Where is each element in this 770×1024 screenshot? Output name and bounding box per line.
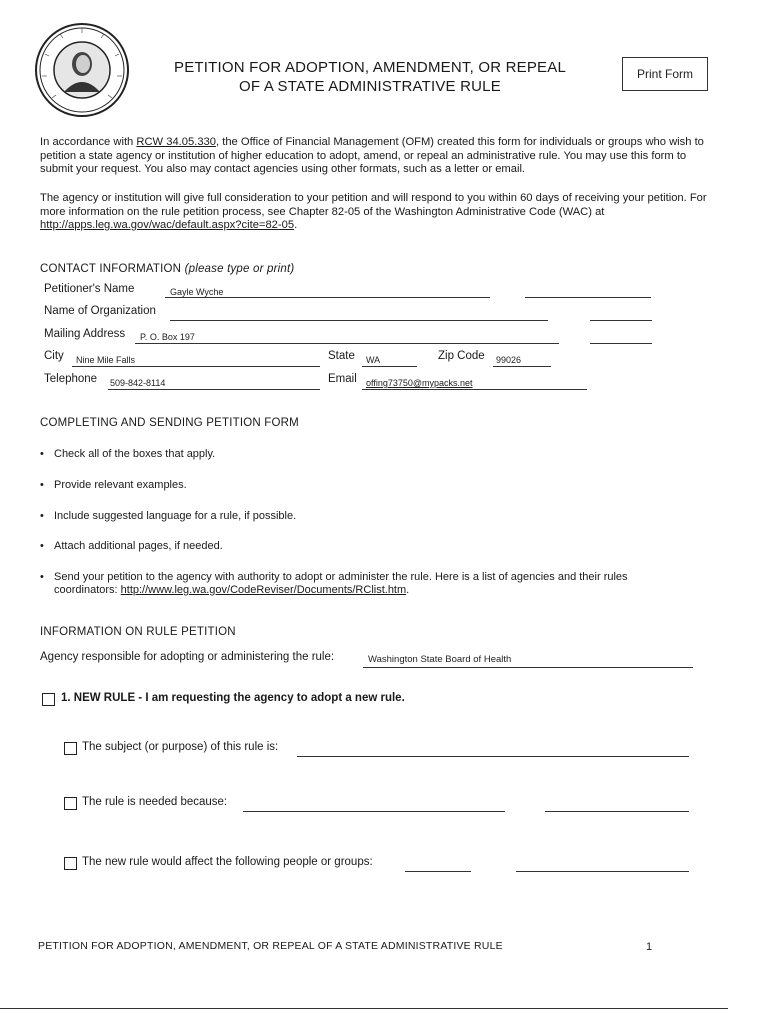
petitioner-name-label: Petitioner's Name [44,283,135,295]
mailing-address-line [135,343,559,344]
bullet-suggested-language [40,510,680,523]
intro-p2-text-start: The agency or institution will give full consideration to your petition and will respond to you within 60 days of receiving your petition. For more information on the rule petition process, see Chapter 82-05 of the Washington Administrative Code (WAC) at [40,192,707,218]
washington-state-seal [32,20,132,120]
print-form-button[interactable]: Print Form [622,57,708,91]
title-line-1: PETITION FOR ADOPTION, AMENDMENT, OR REPEAL [174,59,566,76]
new-rule-label: 1. NEW RULE - I am requesting the agency to adopt a new rule. [61,692,405,704]
rule-needed-checkbox[interactable] [64,797,77,810]
bullet-check-boxes [40,448,680,461]
contact-heading [40,263,294,275]
affected-groups-line-2 [516,871,689,872]
bullet-text: Provide relevant examples. [54,479,187,491]
send-petition-text-end: . [406,584,410,596]
mailing-address-field[interactable]: P. O. Box 197 [140,332,195,342]
petitioner-name-field[interactable]: Gayle Wyche [170,287,224,297]
bullet-text: Check all of the boxes that apply. [54,448,216,460]
intro-p2-text-end: . [294,219,298,231]
mailing-address-label: Mailing Address [44,328,126,340]
mailing-address-line-2 [590,343,652,344]
telephone-field[interactable]: 509-842-8114 [110,378,166,388]
contact-heading-text: CONTACT INFORMATION [40,263,182,275]
affected-groups-checkbox[interactable] [64,857,77,870]
city-label: City [44,350,64,362]
subject-checkbox[interactable] [64,742,77,755]
affected-groups-line [405,871,471,872]
contact-heading-note: (please type or print) [184,263,295,275]
agency-field[interactable]: Washington State Board of Health [368,654,512,665]
page-number: 1 [646,941,653,953]
rule-needed-label: The rule is needed because: [82,796,228,808]
email-line [362,389,587,390]
petitioner-name-line-2 [525,297,651,298]
bullet-text [54,571,660,597]
bullet-text: Attach additional pages, if needed. [54,540,223,552]
send-petition-text: Send your petition to the agency with authority to adopt or administer the rule. Here is a list of agencies and their rules coordinators: [54,571,628,596]
affected-groups-label: The new rule would affect the following people or groups: [82,856,373,868]
state-line [362,366,417,367]
petitioner-name-line [165,297,490,298]
rule-needed-line-2 [545,811,689,812]
email-field[interactable]: offing73750@mypacks.net [366,378,473,388]
subject-label: The subject (or purpose) of this rule is: [82,741,279,753]
intro-p1-text-start: In accordance with [40,136,137,148]
state-label: State [328,350,355,362]
rule-needed-line [243,811,505,812]
email-label: Email [328,373,357,385]
form-title [160,58,580,96]
new-rule-checkbox[interactable] [42,693,55,706]
rules-coordinators-link[interactable]: http://www.leg.wa.gov/CodeReviser/Documents/RClist.htm [120,584,407,596]
page-footer: PETITION FOR ADOPTION, AMENDMENT, OR REPEAL OF A STATE ADMINISTRATIVE RULE [38,940,503,952]
city-field[interactable]: Nine Mile Falls [76,355,136,365]
seal-icon [32,20,132,120]
rule-petition-heading: INFORMATION ON RULE PETITION [40,626,236,638]
zip-code-line [493,366,551,367]
telephone-line [108,389,320,390]
completing-heading: COMPLETING AND SENDING PETITION FORM [40,417,299,429]
zip-code-field[interactable]: 99026 [496,355,522,365]
organization-line [170,320,548,321]
bullet-send-petition [40,571,660,597]
intro-paragraph-2 [40,192,715,233]
title-line-2: OF A STATE ADMINISTRATIVE RULE [239,78,501,95]
wac-link[interactable]: http://apps.leg.wa.gov/wac/default.aspx?cite=82-05 [40,219,295,231]
state-field[interactable]: WA [366,355,381,365]
intro-paragraph-1 [40,136,715,177]
organization-line-2 [590,320,652,321]
intro-p1-text-end: , the Office of Financial Management (OFM) created this form for individuals or groups who wish to petition a state agency or institution of higher education to adopt, amend, or repeal an administrative rule. You may use this form to submit your request. You also may contact agencies using other formats, such as a letter or email. [40,136,704,175]
rcw-link[interactable]: RCW 34.05.330 [136,136,216,148]
agency-label: Agency responsible for adopting or administering the rule: [40,651,335,663]
organization-label: Name of Organization [44,305,156,317]
bottom-rule-line [0,1008,728,1009]
zip-code-label: Zip Code [438,350,485,362]
agency-line [363,667,693,668]
telephone-label: Telephone [44,373,98,385]
bullet-attach-pages [40,540,680,553]
city-line [72,366,320,367]
bullet-text: Include suggested language for a rule, if possible. [54,510,297,522]
bullet-examples [40,479,680,492]
subject-line [297,756,689,757]
